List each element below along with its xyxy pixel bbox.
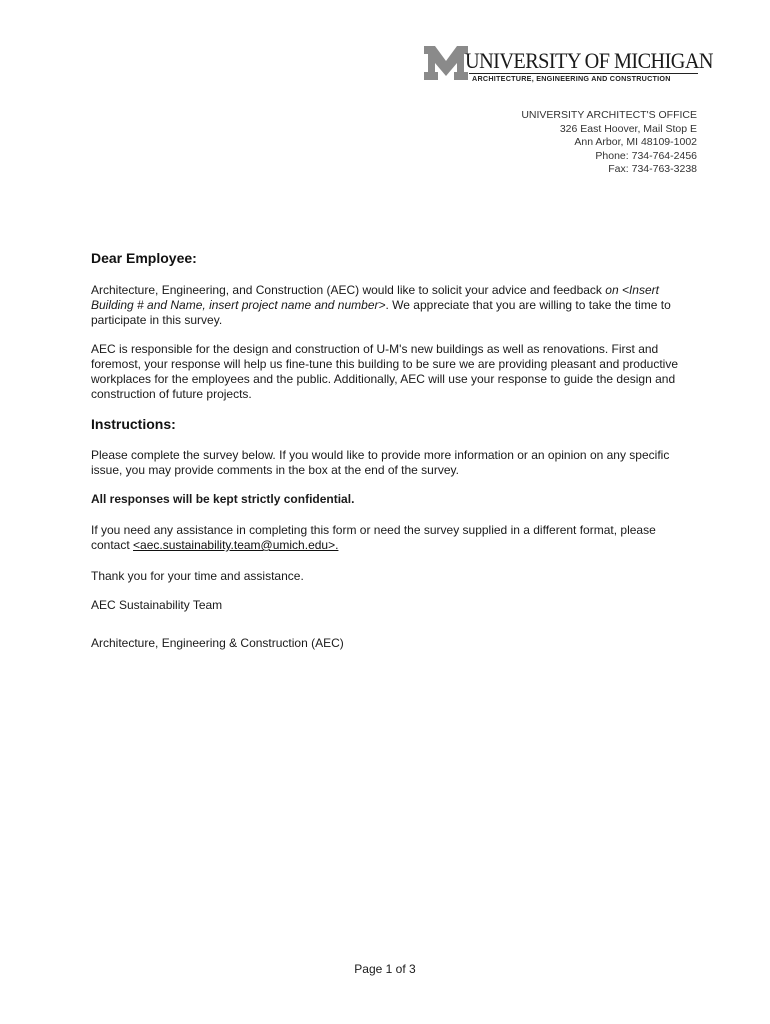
city-address: Ann Arbor, MI 48109-1002 — [574, 136, 697, 148]
assistance-text: If you need any assistance in completing this form or need the survey supplied in a different format, please contact — [91, 523, 656, 552]
confidential-notice: All responses will be kept strictly confidential. — [91, 492, 355, 506]
intro-placeholder: on <Insert Building # and Name, insert project name and number> — [91, 283, 659, 312]
university-name: UNIVERSITY OF MICHIGAN — [465, 48, 713, 73]
office-address — [521, 109, 697, 177]
block-m-icon — [423, 45, 469, 81]
department-subtitle: ARCHITECTURE, ENGINEERING AND CONSTRUCTION — [472, 74, 671, 83]
instructions-paragraph: Please complete the survey below. If you would like to provide more information or an opinion on any specific issue, you may provide comments in the box at the end of the survey. — [91, 448, 670, 477]
intro-paragraph — [91, 283, 696, 328]
contact-email-link[interactable]: <aec.sustainability.team@umich.edu>. — [133, 538, 339, 552]
assistance-paragraph — [91, 523, 696, 553]
phone-number: Phone: 734-764-2456 — [595, 149, 697, 162]
greeting-heading: Dear Employee: — [91, 250, 197, 266]
signature-team: AEC Sustainability Team — [91, 598, 223, 612]
thanks-line: Thank you for your time and assistance. — [91, 569, 304, 583]
aec-paragraph: AEC is responsible for the design and construction of U-M's new buildings as well as renovations. First and foremost, your response will help us fine-tune this building to be sure we are providing pleasant and productive workplaces for the employees and the public. Additionally, AEC will use your response to guide the design and construction of future projects. — [91, 342, 679, 401]
fax-number: Fax: 734-763-3238 — [608, 163, 697, 175]
university-logo — [423, 45, 713, 85]
instructions-heading: Instructions: — [91, 416, 176, 432]
intro-end: . We appreciate that you are willing to take the time to participate in this survey. — [91, 298, 671, 327]
signature-org: Architecture, Engineering & Construction (AEC) — [91, 636, 344, 650]
office-name: UNIVERSITY ARCHITECT'S OFFICE — [521, 109, 697, 121]
page-number: Page 1 of 3 — [354, 962, 416, 976]
street-address: 326 East Hoover, Mail Stop E — [559, 122, 697, 135]
intro-text: Architecture, Engineering, and Construction (AEC) would like to solicit your advice and feedback — [91, 283, 606, 297]
